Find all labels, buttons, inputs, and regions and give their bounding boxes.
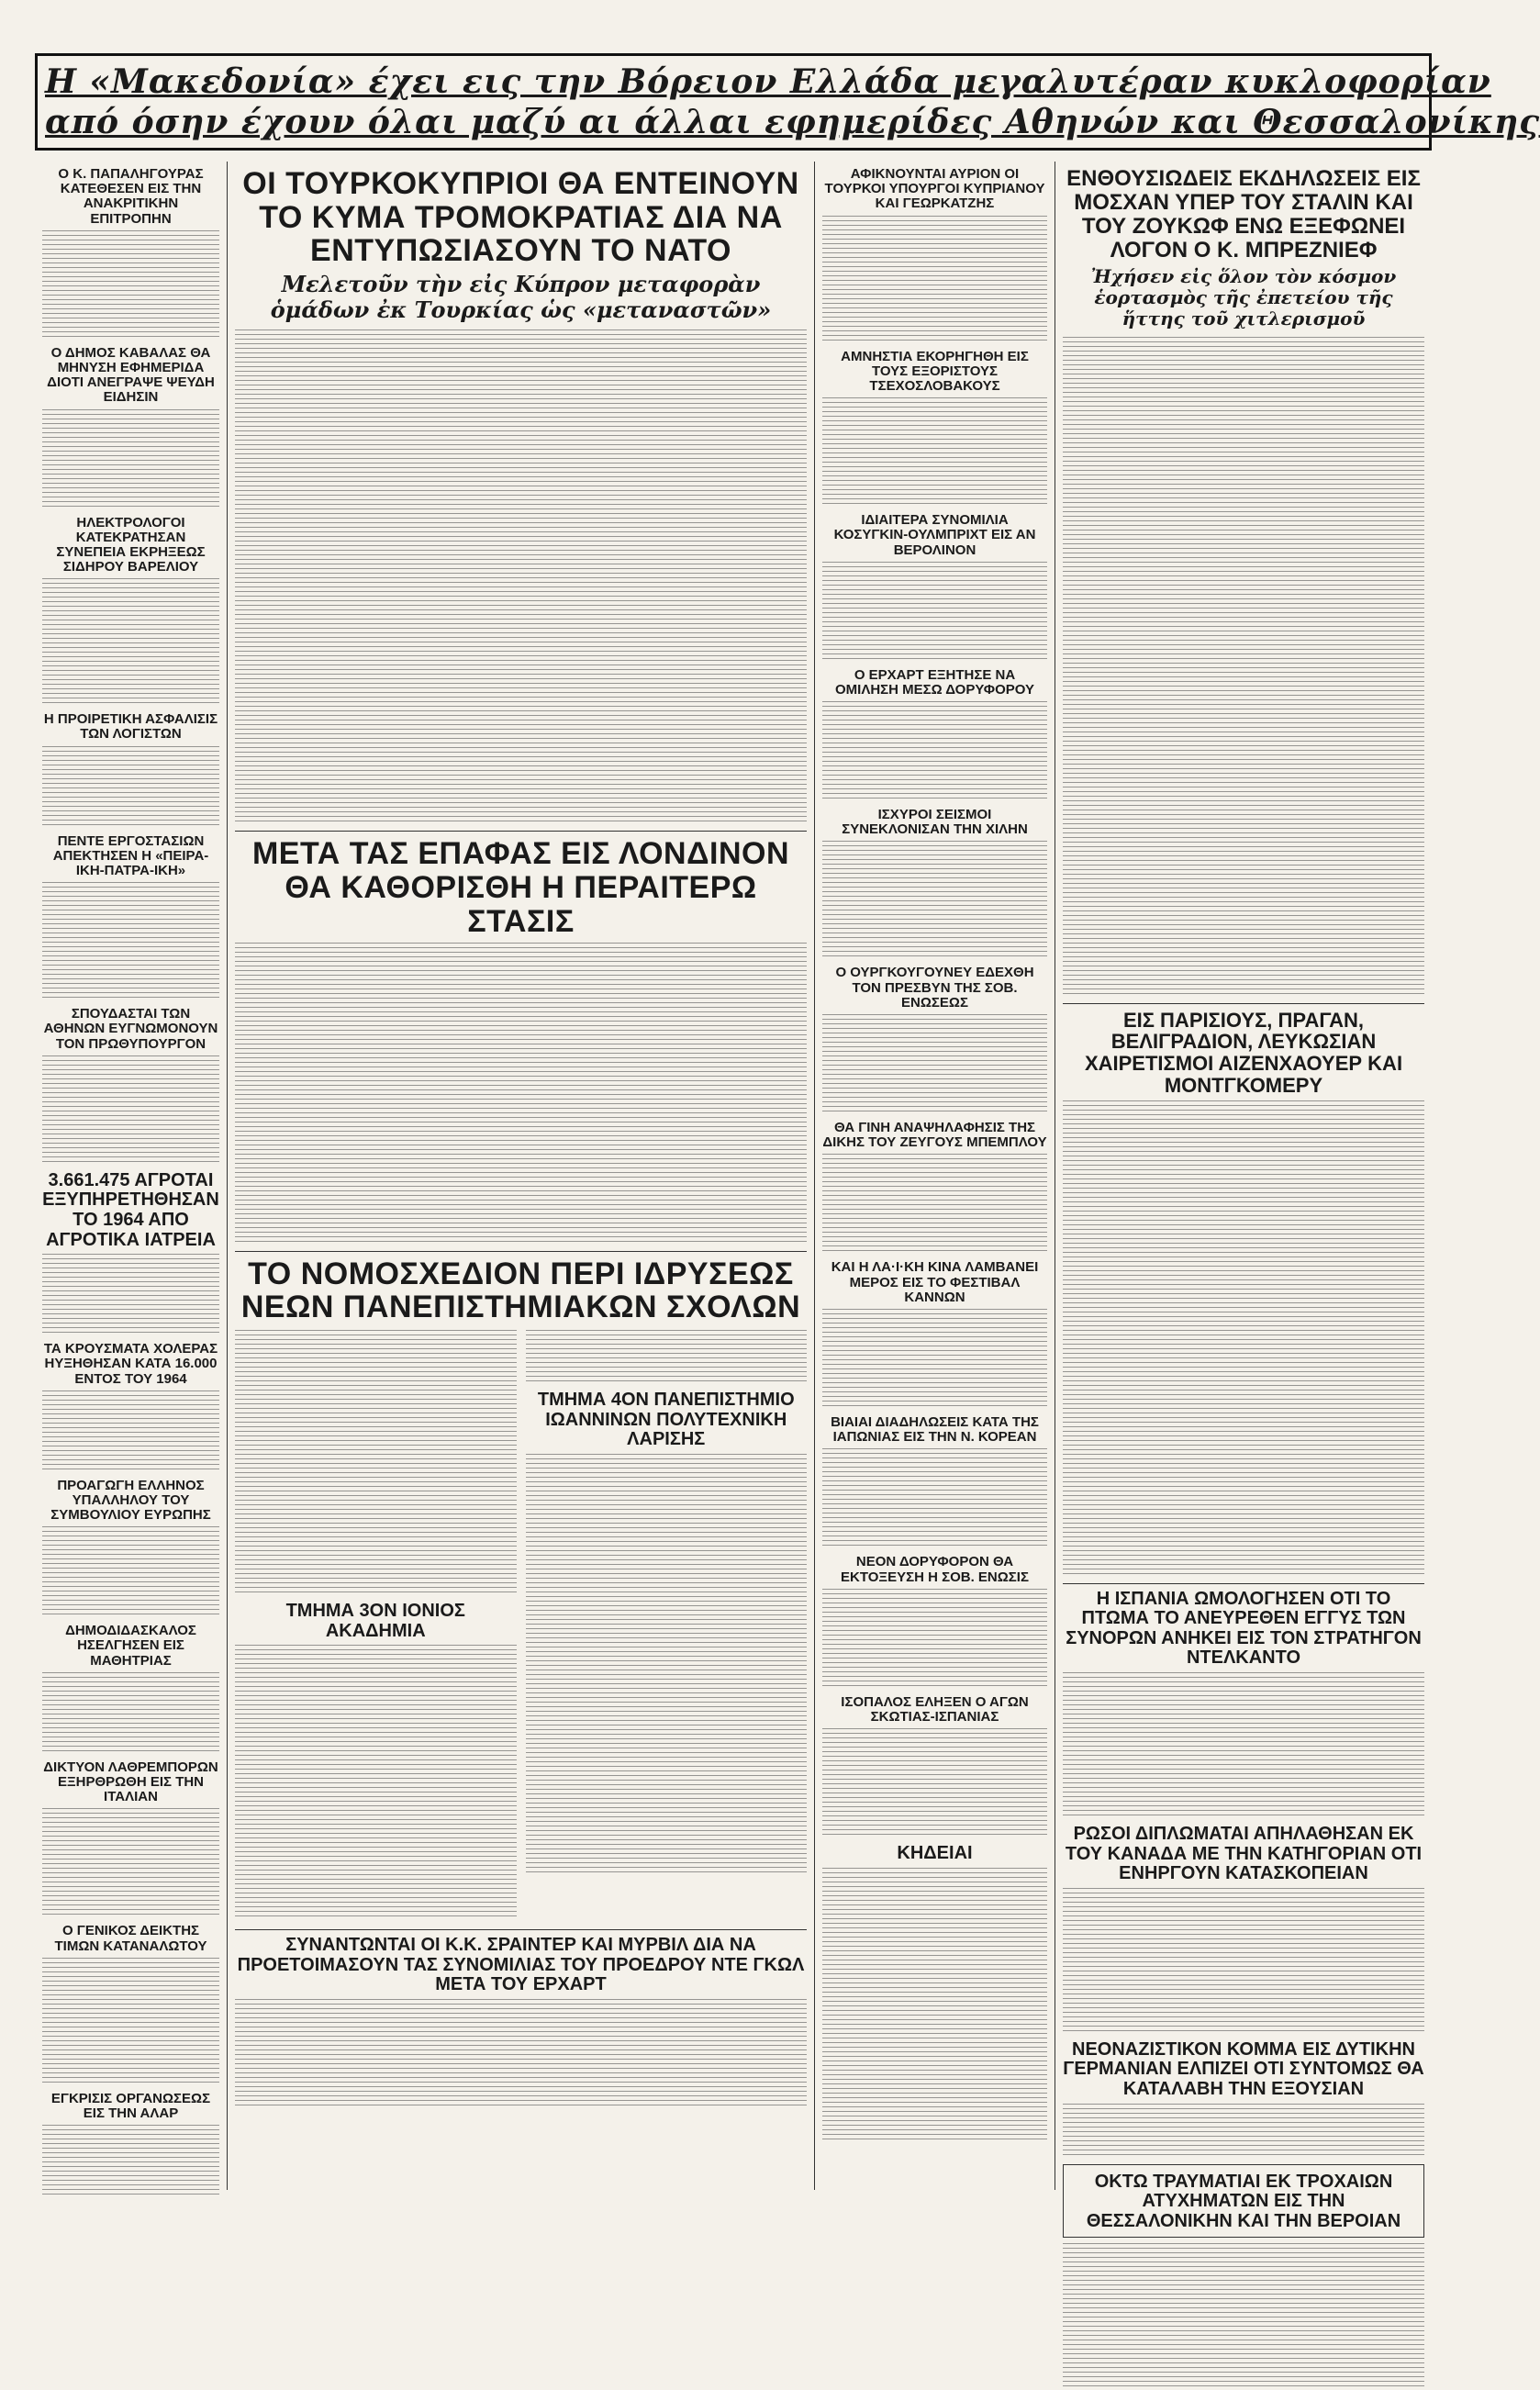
divider <box>1063 1003 1424 1004</box>
article-body <box>1063 337 1424 998</box>
article-body <box>1063 2243 1424 2390</box>
article-body <box>822 1868 1047 2143</box>
article-body <box>526 1454 808 1876</box>
article-body <box>822 841 1047 960</box>
article-body <box>822 1728 1047 1838</box>
article-body <box>42 746 219 829</box>
article-body <box>42 882 219 1001</box>
headline-alar: ΕΓΚΡΙΣΙΣ ΟΡΓΑΝΩΣΕΩΣ ΕΙΣ ΤΗΝ ΑΛΑΡ <box>50 2090 211 2121</box>
headline-price-index: Ο ΓΕΝΙΚΟΣ ΔΕΙΚΤΗΣ ΤΙΜΩΝ ΚΑΤΑΝΑΛΩΤΟΥ <box>54 1923 207 1954</box>
headline-turkish-cypriots: ΟΙ ΤΟΥΡΚΟΚΥΠΡΙΟΙ ΘΑ ΕΝΤΕΙΝΟΥΝ ΤΟ ΚΥΜΑ ΤΡΟΜΟΚΡΑΤΙΑΣ ΔΙΑ ΝΑ ΕΝΤΥΠΩΣΙΑΣΟΥΝ ΤΟ ΝΑΤΟ <box>242 166 799 269</box>
article-body <box>42 2125 219 2198</box>
headline-delgado: Η ΙΣΠΑΝΙΑ ΩΜΟΛΟΓΗΣΕΝ ΟΤΙ ΤΟ ΠΤΩΜΑ ΤΟ ΑΝΕΥΡΕΘΕΝ ΕΓΓΥΣ ΤΩΝ ΣΥΝΟΡΩΝ ΑΝΗΚΕΙ ΕΙΣ ΤΟΝ ΣΤΡΑΤΗΓΟΝ ΝΤΕΛΚΑΝΤΟ <box>1066 1588 1422 1669</box>
article-body <box>42 578 219 707</box>
article-body <box>526 1330 808 1385</box>
headline-turkish-ministers: ΑΦΙΚΝΟΥΝΤΑΙ ΑΥΡΙΟΝ ΟΙ ΤΟΥΡΚΟΙ ΥΠΟΥΡΓΟΙ ΚΥΠΡΙΑΝΟΥ ΚΑΙ ΓΕΩΡΚΑΤΖΗΣ <box>824 166 1045 212</box>
headline-new-satellite: ΝΕΟΝ ΔΟΡΥΦΟΡΟΝ ΘΑ ΕΚΤΟΞΕΥΣΗ Η ΣΟΒ. ΕΝΩΣΙΣ <box>841 1554 1029 1585</box>
headline-electricians: ΗΛΕΚΤΡΟΛΟΓΟΙ ΚΑΤΕΚΡΑΤΗΣΑΝ ΣΥΝΕΠΕΙΑ ΕΚΡΗΞΕΩΣ ΣΙΔΗΡΟΥ ΒΑΡΕΛΙΟΥ <box>56 514 206 575</box>
banner-line-2: από όσην έχουν όλαι μαζύ αι άλλαι εφημερίδες Αθηνών και Θεσσαλονίκης <box>45 103 1540 141</box>
article-body <box>42 409 219 510</box>
article-body <box>822 1589 1047 1690</box>
masthead-banner <box>35 53 1540 151</box>
article-body <box>42 1526 219 1618</box>
article-body <box>235 1999 807 2109</box>
headline-retrial: ΘΑ ΓΙΝΗ ΑΝΑΨΗΛΑΦΗΣΙΣ ΤΗΣ ΔΙΚΗΣ ΤΟΥ ΖΕΥΓΟΥΣ ΜΠΕΜΠΛΟΥ <box>822 1120 1047 1151</box>
headline-teacher: ΔΗΜΟΔΙΔΑΣΚΑΛΟΣ ΗΣΕΛΓΗΣΕΝ ΕΙΣ ΜΑΘΗΤΡΙΑΣ <box>65 1623 196 1669</box>
headline-erhard-satellite: Ο ΕΡΧΑΡΤ ΕΞΗΤΗΣΕ ΝΑ ΟΜΙΛΗΣΗ ΜΕΣΩ ΔΟΡΥΦΟΡΟΥ <box>834 666 1035 698</box>
headline-korea-protests: ΒΙΑΙΑΙ ΔΙΑΔΗΛΩΣΕΙΣ ΚΑΤΑ ΤΗΣ ΙΑΠΩΝΙΑΣ ΕΙΣ ΤΗΝ Ν. ΚΟΡΕΑΝ <box>831 1413 1039 1446</box>
headline-amnesty: ΑΜΝΗΣΤΙΑ ΕΚΟΡΗΓΗΘΗ ΕΙΣ ΤΟΥΣ ΕΞΟΡΙΣΤΟΥΣ ΤΣΕΧΟΣΛΟΒΑΚΟΥΣ <box>841 348 1029 394</box>
headline-kosygin-ulbricht: ΙΔΙΑΙΤΕΡΑ ΣΥΝΟΜΙΛΙΑ ΚΟΣΥΓΚΙΝ-ΟΥΛΜΠΡΙΧΤ ΕΙΣ ΑΝ ΒΕΡΟΛΙΝΟΝ <box>833 512 1036 558</box>
headline-china-cannes: ΚΑΙ Η ΛΑ·Ι·ΚΗ ΚΙΝΑ ΛΑΜΒΑΝΕΙ ΜΕΡΟΣ ΕΙΣ ΤΟ ΦΕΣΤΙΒΑΛ ΚΑΝΝΩΝ <box>831 1259 1039 1305</box>
article-body <box>822 701 1047 802</box>
headline-traffic-injuries: ΟΚΤΩ ΤΡΑΥΜΑΤΙΑΙ ΕΚ ΤΡΟΧΑΙΩΝ ΑΤΥΧΗΜΑΤΩΝ ΕΙΣ ΤΗΝ ΘΕΣΣΑΛΟΝΙΚΗΝ ΚΑΙ ΤΗΝ ΒΕΡΟΙΑΝ <box>1086 2171 1401 2231</box>
article-body <box>822 397 1047 508</box>
headline-moscow-celebrations: ΕΝΘΟΥΣΙΩΔΕΙΣ ΕΚΔΗΛΩΣΕΙΣ ΕΙΣ ΜΟΣΧΑΝ ΥΠΕΡ ΤΟΥ ΣΤΑΛΙΝ ΚΑΙ ΤΟΥ ΖΟΥΚΩΦ ΕΝΩ ΕΞΕΦΩΝΕΙ ΛΟΓΟΝ Ο Κ. ΜΠΡΕΖΝΙΕΦ <box>1066 166 1421 262</box>
headline-ionian-academy: ΤΜΗΜΑ 3ΟΝ ΙΟΝΙΟΣ ΑΚΑΔΗΜΙΑ <box>285 1600 465 1641</box>
article-body <box>822 216 1047 344</box>
article-body <box>822 1448 1047 1549</box>
article-body <box>822 562 1047 663</box>
subheadline-anniversary: Ἠχήσεν εἰς ὅλον τὸν κόσμον ἑορτασμὸς τῆς ἐπετείου τῆς ἥττης τοῦ χιτλερισμοῦ <box>1090 264 1397 329</box>
headline-london-contacts: ΜΕΤΑ ΤΑΣ ΕΠΑΦΑΣ ΕΙΣ ΛΟΝΔΙΝΟΝ ΘΑ ΚΑΘΟΡΙΣΘΗ Η ΠΕΡΑΙΤΕΡΩ ΣΤΑΣΙΣ <box>251 836 790 939</box>
article-body <box>42 1055 219 1166</box>
article-body <box>235 1330 517 1596</box>
column-3 <box>815 162 1055 2190</box>
headline-university-bill: ΤΟ ΝΟΜΟΣΧΕΔΙΟΝ ΠΕΡΙ ΙΔΡΥΣΕΩΣ ΝΕΩΝ ΠΑΝΕΠΙΣΤΗΜΙΑΚΩΝ ΣΧΟΛΩΝ <box>240 1256 801 1325</box>
headline-canada-diplomats: ΡΩΣΟΙ ΔΙΠΛΩΜΑΤΑΙ ΑΠΗΛΑΘΗΣΑΝ ΕΚ ΤΟΥ ΚΑΝΑΔΑ ΜΕ ΤΗΝ ΚΑΤΗΓΟΡΙΑΝ ΟΤΙ ΕΝΗΡΓΟΥΝ ΚΑΤΑΣΚΟΠΕΙΑΝ <box>1065 1824 1423 1884</box>
article-body <box>42 1672 219 1755</box>
divider <box>235 1251 807 1252</box>
headline-neonazi-party: ΝΕΟΝΑΖΙΣΤΙΚΟΝ ΚΟΜΜΑ ΕΙΣ ΔΥΤΙΚΗΝ ΓΕΡΜΑΝΙΑΝ ΕΛΠΙΖΕΙ ΟΤΙ ΣΥΝΤΟΜΩΣ ΘΑ ΚΑΤΑΛΑΒΗ ΤΗΝ ΕΞΟΥΣΙΑΝ <box>1063 2038 1424 2099</box>
article-body <box>235 329 807 825</box>
column-4 <box>1055 162 1432 2231</box>
headline-schroeder-murville: ΣΥΝΑΝΤΩΝΤΑΙ ΟΙ Κ.Κ. ΣΡΑΙΝΤΕΡ ΚΑΙ ΜΥΡΒΙΛ ΔΙΑ ΝΑ ΠΡΟΕΤΟΙΜΑΣΟΥΝ ΤΑΣ ΣΥΝΟΜΙΛΙΑΣ ΤΟΥ ΠΡΟΕΔΡΟΥ ΝΤΕ ΓΚΩΛ ΜΕΤΑ ΤΟΥ ΕΡΧΑΡΤ <box>237 1935 805 1995</box>
headline-eisenhower-montgomery: ΕΙΣ ΠΑΡΙΣΙΟΥΣ, ΠΡΑΓΑΝ, ΒΕΛΙΓΡΑΔΙΟΝ, ΛΕΥΚΩΣΙΑΝ ΧΑΙΡΕΤΙΣΜΟΙ ΑΙΖΕΝΧΑΟΥΕΡ ΚΑΙ ΜΟΝΤΓΚΟΜΕΡΥ <box>1084 1008 1403 1097</box>
article-body <box>235 1645 517 1920</box>
article-body <box>1063 1672 1424 1819</box>
article-body <box>1063 1888 1424 2035</box>
divider <box>1063 1583 1424 1584</box>
headline-funerals: ΚΗΔΕΙΑΙ <box>897 1843 973 1864</box>
accident-box <box>1063 2164 1424 2239</box>
article-body <box>42 1254 219 1336</box>
headline-students: ΣΠΟΥΔΑΣΤΑΙ ΤΩΝ ΑΘΗΝΩΝ ΕΥΓΝΩΜΟΝΟΥΝ ΤΟΝ ΠΡΩΘΥΠΟΥΡΓΟΝ <box>43 1006 218 1052</box>
article-body <box>822 1014 1047 1115</box>
headline-chile-earthquakes: ΙΣΧΥΡΟΙ ΣΕΙΣΜΟΙ ΣΥΝΕΚΛΟΝΙΣΑΝ ΤΗΝ ΧΙΛΗΝ <box>842 807 1028 838</box>
article-body <box>42 230 219 341</box>
banner-line-1: Η «Μακεδονία» έχει εις την Βόρειον Ελλάδα μεγαλυτέραν κυκλοφορίαν <box>45 62 1491 101</box>
newspaper-page <box>35 53 1540 2231</box>
headline-cholera: ΤΑ ΚΡΟΥΣΜΑΤΑ ΧΟΛΕΡΑΣ ΗΥΞΗΘΗΣΑΝ ΚΑΤΑ 16.000 ΕΝΤΟΣ ΤΟΥ 1964 <box>43 1341 218 1387</box>
headline-factories: ΠΕΝΤΕ ΕΡΓΟΣΤΑΣΙΩΝ ΑΠΕΚΤΗΣΕΝ Η «ΠΕΙΡΑ-ΙΚΗ-ΠΑΤΡΑ-ΙΚΗ» <box>52 832 209 878</box>
columns <box>35 162 1432 2231</box>
headline-urguplu: Ο ΟΥΡΓΚΟΥΓΟΥΝΕΥ ΕΔΕΧΘΗ ΤΟΝ ΠΡΕΣΒΥΝ ΤΗΣ ΣΟΒ. ΕΝΩΣΕΩΣ <box>835 965 1034 1011</box>
article-body <box>822 1154 1047 1255</box>
article-body <box>235 943 807 1245</box>
article-body <box>1063 1100 1424 1578</box>
subheadline-migrants: Μελετοῦν τὴν εἰς Κύπρον μεταφορὰν ὁμάδων ἐκ Τουρκίας ὡς «μεταναστῶν» <box>270 271 772 323</box>
divider <box>235 831 807 832</box>
headline-promotion: ΠΡΟΑΓΩΓΗ ΕΛΛΗΝΟΣ ΥΠΑΛΛΗΛΟΥ ΤΟΥ ΣΥΜΒΟΥΛΙΟΥ ΕΥΡΩΠΗΣ <box>50 1477 211 1524</box>
article-body <box>822 1309 1047 1410</box>
article-body <box>42 1808 219 1918</box>
headline-accountants: Η ΠΡΟΙΡΕΤΙΚΗ ΑΣΦΑΛΙΣΙΣ ΤΩΝ ΛΟΓΙΣΤΩΝ <box>43 711 218 743</box>
headline-ioannina-larisa: ΤΜΗΜΑ 4ΟΝ ΠΑΝΕΠΙΣΤΗΜΙΟ ΙΩΑΝΝΙΝΩΝ ΠΟΛΥΤΕΧΝΙΚΗ ΛΑΡΙΣΗΣ <box>537 1389 795 1450</box>
article-body <box>1063 2104 1424 2159</box>
article-body <box>42 1390 219 1473</box>
headline-smugglers: ΔΙΚΤΥΟΝ ΛΑΘΡΕΜΠΟΡΩΝ ΕΞΗΡΘΡΩΘΗ ΕΙΣ ΤΗΝ ΙΤΑΛΙΑΝ <box>43 1759 218 1805</box>
university-article <box>235 1328 807 1924</box>
column-1 <box>35 162 228 2190</box>
headline-farmers: 3.661.475 ΑΓΡΟΤΑΙ ΕΞΥΠΗΡΕΤΗΘΗΣΑΝ ΤΟ 1964 ΑΠΟ ΑΓΡΟΤΙΚΑ ΙΑΤΡΕΙΑ <box>42 1169 219 1250</box>
headline-papaligouras: Ο Κ. ΠΑΠΑΛΗΓΟΥΡΑΣ ΚΑΤΕΘΕΣΕΝ ΕΙΣ ΤΗΝ ΑΝΑΚΡΙΤΙΚΗΝ ΕΠΙΤΡΟΠΗΝ <box>58 166 204 227</box>
divider <box>235 1929 807 1930</box>
article-body <box>42 1958 219 2086</box>
column-2 <box>228 162 815 2190</box>
headline-kavala: Ο ΔΗΜΟΣ ΚΑΒΑΛΑΣ ΘΑ ΜΗΝΥΣΗ ΕΦΗΜΕΡΙΔΑ ΔΙΟΤΙ ΑΝΕΓΡΑΨΕ ΨΕΥΔΗ ΕΙΔΗΣΙΝ <box>47 344 215 406</box>
headline-scotland-spain: ΙΣΟΠΑΛΟΣ ΕΛΗΞΕΝ Ο ΑΓΩΝ ΣΚΩΤΙΑΣ-ΙΣΠΑΝΙΑΣ <box>841 1693 1029 1725</box>
